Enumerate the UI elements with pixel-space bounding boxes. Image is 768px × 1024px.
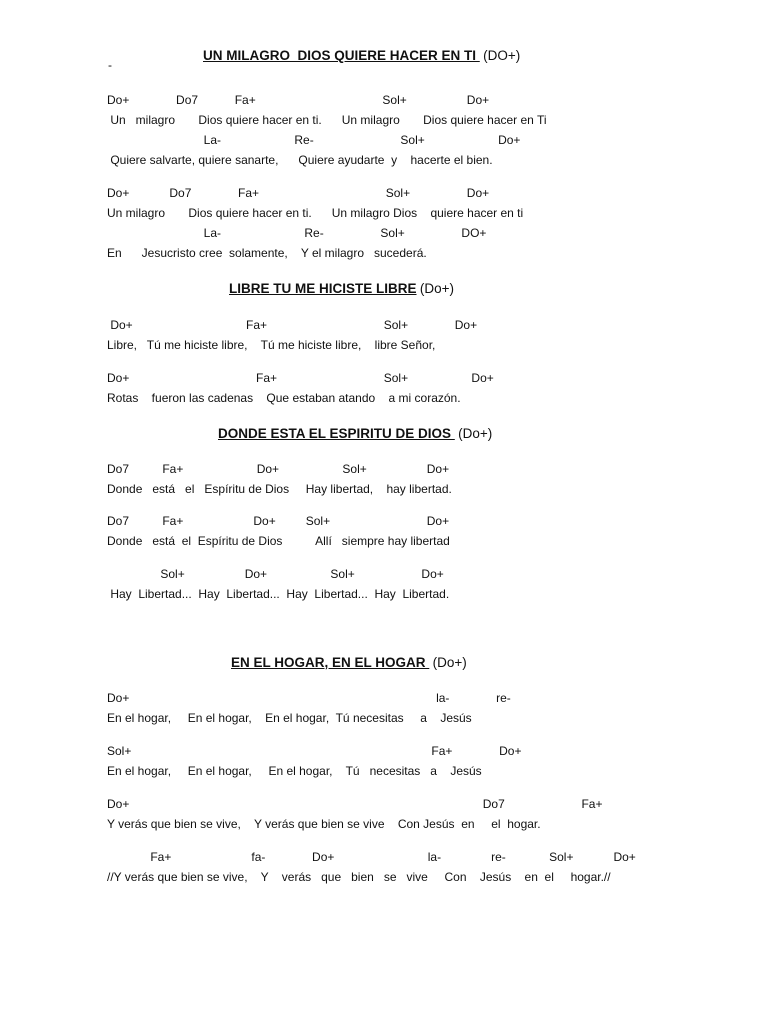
lyric-line: Hay Libertad... Hay Libertad... Hay Libertad... Hay Libertad. <box>107 587 450 601</box>
chord-line: La- Re- Sol+ Do+ <box>107 133 521 147</box>
chord-line: Fa+ fa- Do+ la- re- Sol+ Do+ <box>107 850 636 864</box>
lyric-line: Libre, Tú me hiciste libre, Tú me hiciste libre, libre Señor, <box>107 338 436 352</box>
song-title: LIBRE TU ME HICISTE LIBRE <box>229 281 417 296</box>
lyric-line: Quiere salvarte, quiere sanarte, Quiere ayudarte y hacerte el bien. <box>107 153 493 167</box>
song-key: (Do+) <box>458 426 493 441</box>
lyric-line: Un milagro Dios quiere hacer en ti. Un milagro Dios quiere hacer en ti <box>107 206 524 220</box>
chord-line: Do+ la- re- <box>107 691 511 705</box>
lyric-line: Rotas fueron las cadenas Que estaban atando a mi corazón. <box>107 391 461 405</box>
chord-line: Do+ Do7 Fa+ Sol+ Do+ <box>107 186 490 200</box>
chord-line: Do+ Fa+ Sol+ Do+ <box>107 318 478 332</box>
lyric-line: En el hogar, En el hogar, En el hogar, Tú necesitas a Jesús <box>107 764 482 778</box>
song-title: EN EL HOGAR, EN EL HOGAR <box>231 655 430 670</box>
chord-line: Do+ Fa+ Sol+ Do+ <box>107 371 494 385</box>
lyric-line: Donde está el Espíritu de Dios Allí siempre hay libertad <box>107 534 450 548</box>
lyric-line: En el hogar, En el hogar, En el hogar, Tú necesitas a Jesús <box>107 711 472 725</box>
chord-line: Do7 Fa+ Do+ Sol+ Do+ <box>107 462 450 476</box>
lyric-line: En Jesucristo cree solamente, Y el milagro sucederá. <box>107 246 427 260</box>
chord-line: Do+ Do7 Fa+ Sol+ Do+ <box>107 93 490 107</box>
song-title: UN MILAGRO DIOS QUIERE HACER EN TI <box>203 48 480 63</box>
song-key: (Do+) <box>432 655 467 670</box>
chord-line: Sol+ Fa+ Do+ <box>107 744 522 758</box>
chord-line: Do+ Do7 Fa+ <box>107 797 603 811</box>
chord-line: Sol+ Do+ Sol+ Do+ <box>107 567 444 581</box>
song-title-2-line <box>229 282 454 296</box>
lyric-line: Y verás que bien se vive, Y verás que bien se vive Con Jesús en el hogar. <box>107 817 541 831</box>
chord-line: Do7 Fa+ Do+ Sol+ Do+ <box>107 514 450 528</box>
lyric-line: Donde está el Espíritu de Dios Hay libertad, hay libertad. <box>107 482 452 496</box>
song-title-1-line <box>203 49 520 63</box>
chord-line: La- Re- Sol+ DO+ <box>107 226 487 240</box>
song-title: DONDE ESTA EL ESPIRITU DE DIOS <box>218 426 455 441</box>
lyric-line: //Y verás que bien se vive, Y verás que bien se vive Con Jesús en el hogar.// <box>107 870 611 884</box>
song-title-4-line <box>231 656 467 670</box>
lyric-line: Un milagro Dios quiere hacer en ti. Un milagro Dios quiere hacer en Ti <box>107 113 547 127</box>
song-key: (DO+) <box>483 48 521 63</box>
margin-dash: - <box>108 58 112 72</box>
song-key: (Do+) <box>419 281 454 296</box>
song-title-3-line <box>218 427 492 441</box>
